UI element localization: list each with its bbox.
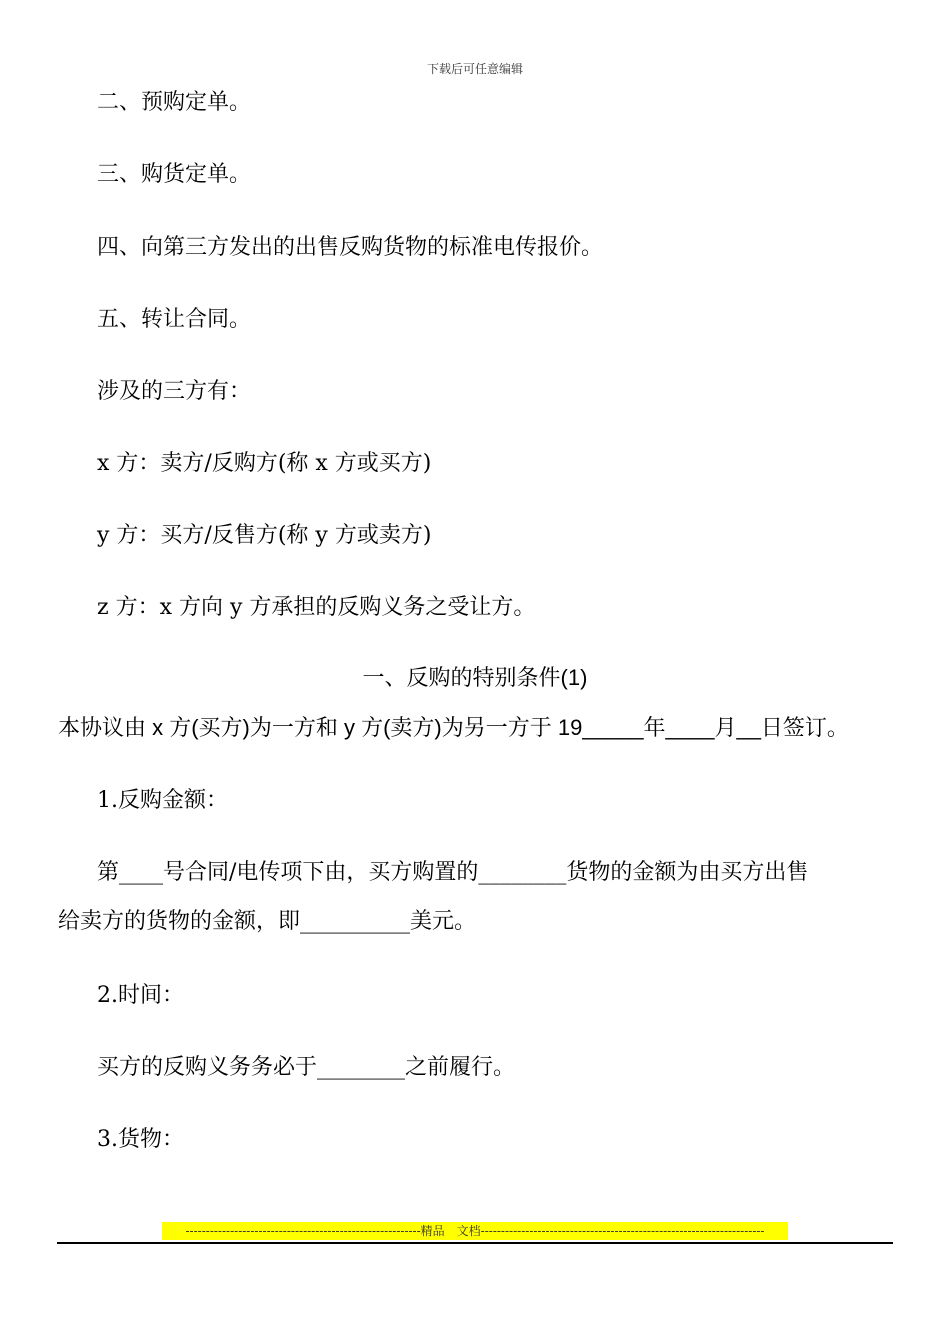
clause-1-line-1: 第____号合同/电传项下由，买方购置的________货物的金额为由买方出售 [97,860,809,885]
paragraph-telex-quote: 四、向第三方发出的出售反购货物的标准电传报价。 [97,235,604,260]
section-title: 一、反购的特别条件(1) [362,665,588,690]
footer-rule [57,1242,893,1244]
footer-banner: ----------------------------------------------------------精品 文档---------------------------------------------------------------------- [162,1222,788,1240]
clause-2-title: 2.时间： [97,983,184,1008]
paragraph-party-x: x 方：卖方/反购方(称 x 方或买方) [97,451,432,476]
clause-1-title: 1.反购金额： [97,788,228,813]
paragraph-preorder: 二、预购定单。 [97,90,252,115]
paragraph-transfer-contract: 五、转让合同。 [97,307,252,332]
clause-1-line-2: 给卖方的货物的金额，即__________美元。 [58,909,477,934]
agreement-line: 本协议由 x 方(买方)为一方和 y 方(卖方)为另一方于 19_____年____月__日签订。 [58,715,849,740]
paragraph-party-z: z 方：x 方向 y 方承担的反购义务之受让方。 [97,595,536,620]
paragraph-purchase-order: 三、购货定单。 [97,162,252,187]
paragraph-party-y: y 方：买方/反售方(称 y 方或卖方) [97,523,432,548]
header-note: 下载后可任意编辑 [426,62,523,76]
paragraph-parties-intro: 涉及的三方有： [97,379,252,404]
clause-3-title: 3.货物： [97,1127,184,1152]
clause-2-body: 买方的反购义务务必于________之前履行。 [97,1055,516,1080]
